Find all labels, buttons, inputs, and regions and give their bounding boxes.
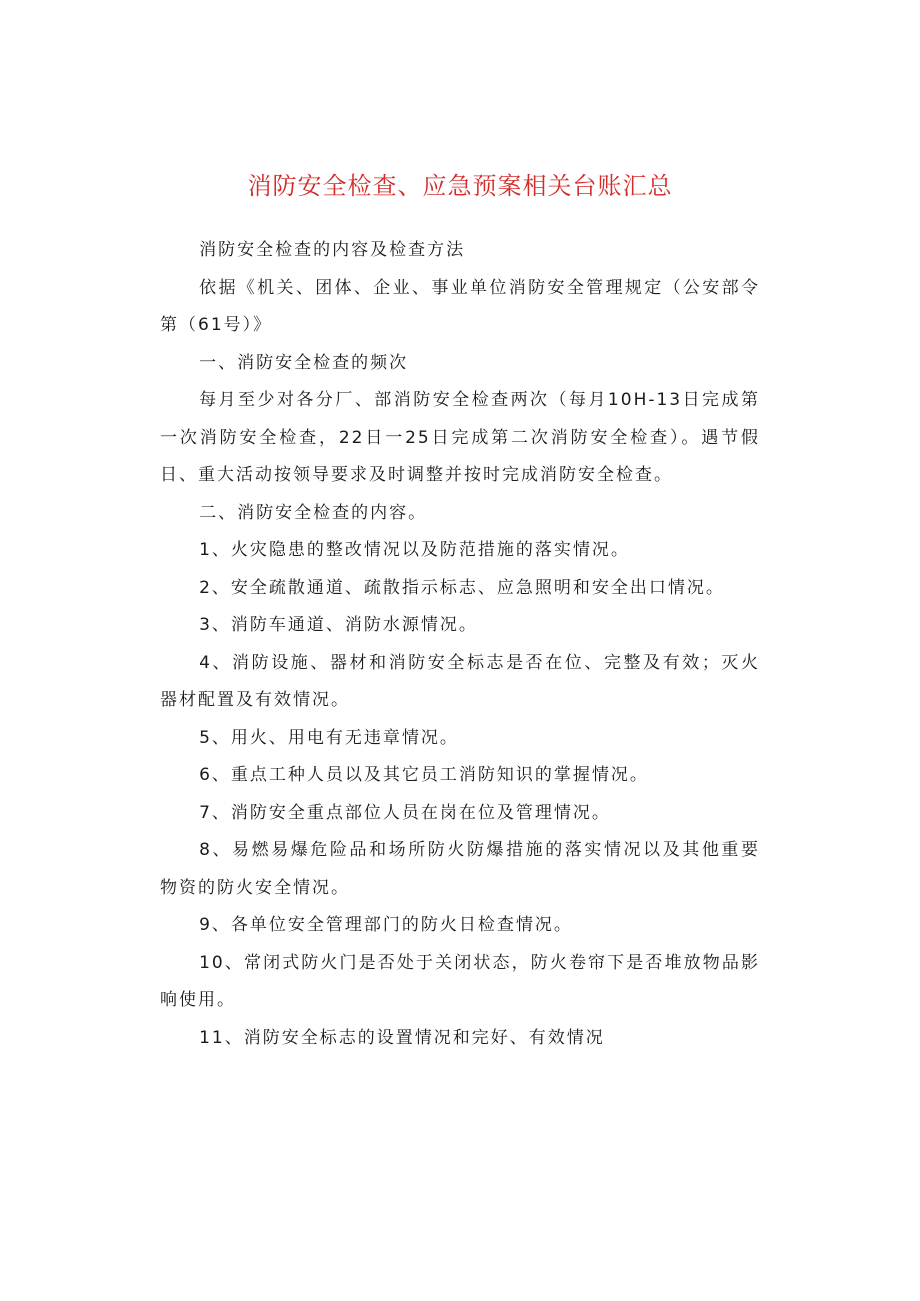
regulation-reference: 依据《机关、团体、企业、事业单位消防安全管理规定（公安部令第（61号）》 [160, 277, 760, 335]
list-item: 4、消防设施、器材和消防安全标志是否在位、完整及有效；灭火器材配置及有效情况。 [160, 652, 760, 710]
content-heading: 二、消防安全检查的内容。 [199, 502, 428, 523]
list-item: 5、用火、用电有无违章情况。 [199, 727, 459, 748]
list-item: 10、常闭式防火门是否处于关闭状态，防火卷帘下是否堆放物品影响使用。 [160, 952, 760, 1010]
list-item: 9、各单位安全管理部门的防火日检查情况。 [199, 915, 573, 935]
list-item: 3、消防车通道、消防水源情况。 [199, 615, 478, 635]
document-title: 消防安全检查、应急预案相关台账汇总 [247, 172, 673, 200]
list-item: 8、易燃易爆危险品和场所防火防爆措施的落实情况以及其他重要物资的防火安全情况。 [160, 840, 760, 898]
list-item: 11、消防安全标志的设置情况和完好、有效情况 [199, 1027, 605, 1048]
frequency-heading: 一、消防安全检查的频次 [199, 352, 409, 373]
document-body [160, 232, 760, 1057]
list-item: 1、火灾隐患的整改情况以及防范措施的落实情况。 [199, 540, 630, 560]
list-item: 7、消防安全重点部位人员在岗在位及管理情况。 [199, 802, 611, 823]
frequency-paragraph: 每月至少对各分厂、部消防安全检查两次（每月10H-13日完成第一次消防安全检查，22日一25日完成第二次消防安全检查）。遇节假日、重大活动按领导要求及时调整并按时完成消防安全检查。 [160, 390, 760, 485]
list-item: 6、重点工种人员以及其它员工消防知识的掌握情况。 [199, 765, 649, 785]
list-item: 2、安全疏散通道、疏散指示标志、应急照明和安全出口情况。 [199, 577, 725, 598]
section-heading: 消防安全检查的内容及检查方法 [199, 240, 466, 260]
